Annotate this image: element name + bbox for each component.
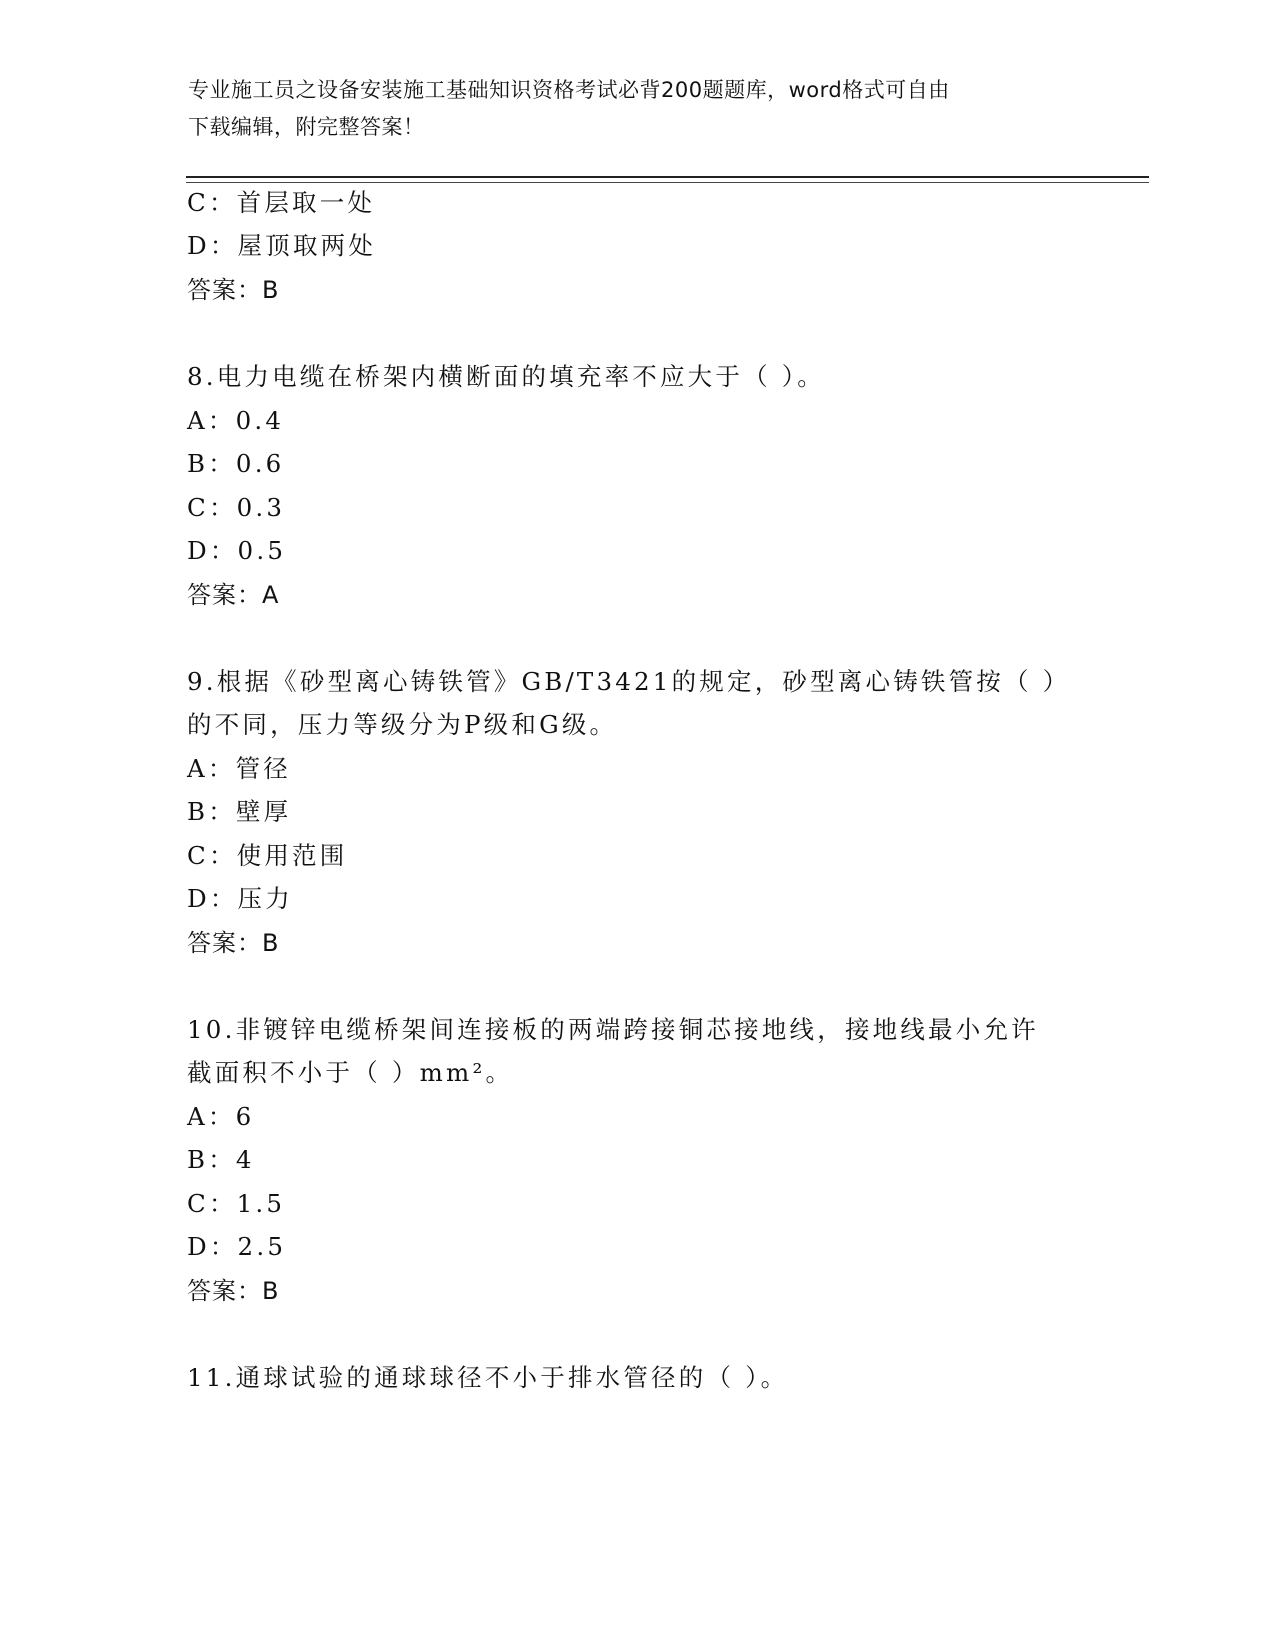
q10-question-stem-line-2: 截面积不小于（ ）mm²。 — [187, 1058, 514, 1087]
q9-option-b: B：壁厚 — [187, 797, 292, 826]
q10-option-c: C：1.5 — [187, 1189, 286, 1218]
q7-answer: 答案：B — [187, 276, 280, 304]
header-divider-thick — [186, 176, 1149, 178]
header-title-line-1: 专业施工员之设备安装施工基础知识资格考试必背200题题库，word格式可自由 — [188, 78, 950, 102]
q9-option-a: A：管径 — [187, 754, 291, 783]
q9-answer: 答案：B — [187, 929, 280, 957]
q10-answer: 答案：B — [187, 1277, 280, 1305]
q9-question-stem-line-2: 的不同，压力等级分为P级和G级。 — [187, 710, 618, 739]
q10-question-stem-line-1: 10.非镀锌电缆桥架间连接板的两端跨接铜芯接地线，接地线最小允许 — [187, 1015, 1039, 1044]
q10-option-d: D：2.5 — [187, 1232, 287, 1261]
q9-question-stem-line-1: 9.根据《砂型离心铸铁管》GB/T3421的规定，砂型离心铸铁管按（ ） — [187, 667, 1071, 696]
document-header — [188, 72, 1088, 146]
q10-option-a: A：6 — [187, 1102, 255, 1131]
q10-option-b: B：4 — [187, 1145, 255, 1174]
q9-option-c: C：使用范围 — [187, 841, 348, 870]
q11-question-stem: 11.通球试验的通球球径不小于排水管径的（ ）。 — [187, 1363, 789, 1392]
header-title-line-2: 下载编辑，附完整答案！ — [188, 115, 425, 139]
q8-question-stem: 8.电力电缆在桥架内横断面的填充率不应大于（ ）。 — [187, 362, 825, 391]
q8-answer: 答案：A — [187, 581, 280, 609]
q8-option-b: B：0.6 — [187, 449, 285, 478]
q7-option-c: C：首层取一处 — [187, 188, 376, 217]
q8-option-c: C：0.3 — [187, 493, 286, 522]
q9-option-d: D：压力 — [187, 884, 293, 913]
q7-option-d: D：屋顶取两处 — [187, 231, 377, 260]
q8-option-a: A：0.4 — [187, 406, 285, 435]
q8-option-d: D：0.5 — [187, 536, 287, 565]
header-divider-thin — [186, 182, 1149, 183]
